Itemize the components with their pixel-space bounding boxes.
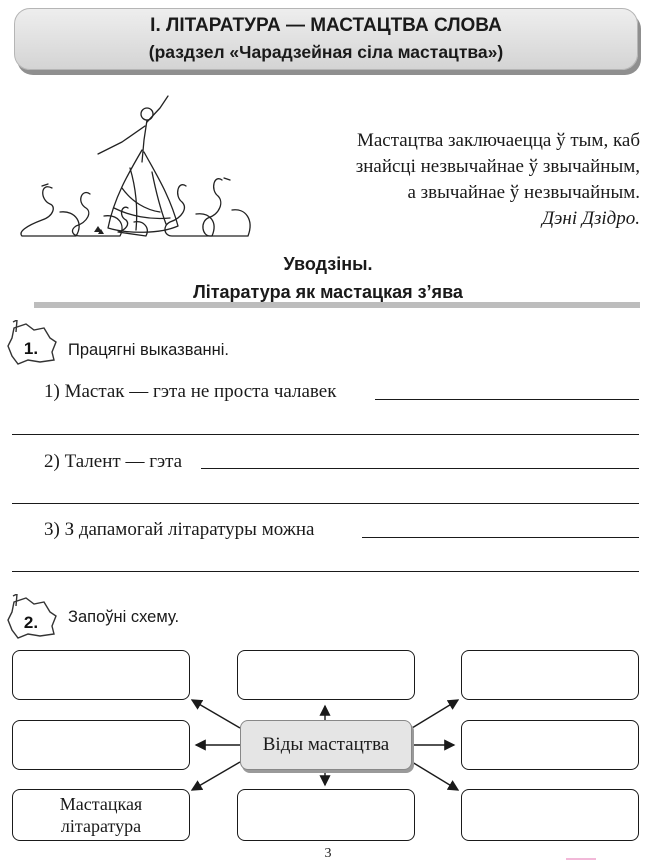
belarus-map-icon — [4, 320, 60, 366]
sentence-start: 3) З дапамогай літаратуры можна — [44, 519, 315, 540]
page-number: 3 — [324, 846, 332, 861]
epigraph — [356, 128, 640, 232]
section-title: Уводзіны. — [283, 254, 373, 274]
answer-line[interactable] — [375, 399, 639, 400]
chapter-title: І. ЛІТАРАТУРА — МАСТАЦТВА СЛОВА — [150, 15, 502, 36]
scheme-box-empty[interactable] — [461, 720, 639, 770]
scheme-box-label: літаратура — [60, 816, 142, 836]
section-heading — [0, 250, 656, 306]
epigraph-line: Мастацтва заключаецца ў тым, каб — [356, 130, 640, 151]
scheme-box-literature — [12, 789, 190, 841]
scheme-box-empty[interactable] — [12, 720, 190, 770]
epigraph-line: а звычайнае ў незвычайным. — [407, 182, 640, 203]
epigraph-author: Дэні Дзідро. — [541, 208, 640, 229]
answer-line[interactable] — [201, 468, 639, 469]
epigraph-line: знайсці незвычайнае ў звычайным, — [355, 156, 640, 177]
answer-line[interactable] — [12, 503, 639, 504]
answer-line[interactable] — [12, 571, 639, 572]
task-number: 1. — [23, 339, 39, 358]
task-instruction: Запоўні схему. — [68, 608, 180, 626]
sentence-start: 2) Талент — гэта — [44, 451, 183, 472]
scheme-box-label: Мастацкая — [59, 794, 143, 814]
answer-line[interactable] — [362, 537, 639, 538]
chapter-subtitle: (раздзел «Чарадзейная сіла мастацтва») — [148, 42, 504, 62]
answer-line[interactable] — [12, 434, 639, 435]
scheme-center-box — [240, 720, 412, 770]
scheme-box-empty[interactable] — [237, 650, 415, 700]
scheme-box-empty[interactable] — [12, 650, 190, 700]
scheme-box-empty[interactable] — [461, 650, 639, 700]
page-mark — [566, 858, 596, 860]
sentence-start: 1) Мастак — гэта не проста чалавек — [44, 381, 337, 402]
dancer-swans-illustration — [10, 92, 258, 244]
chapter-banner — [14, 8, 638, 70]
belarus-map-icon — [4, 594, 60, 640]
task-instruction: Працягні выказванні. — [68, 341, 229, 359]
scheme-center-label: Віды мастацтва — [262, 734, 390, 755]
section-divider — [34, 302, 640, 308]
scheme-box-empty[interactable] — [461, 789, 639, 841]
task-number: 2. — [23, 613, 39, 632]
section-subtitle: Літаратура як мастацкая з’ява — [193, 282, 463, 302]
scheme-box-empty[interactable] — [237, 789, 415, 841]
